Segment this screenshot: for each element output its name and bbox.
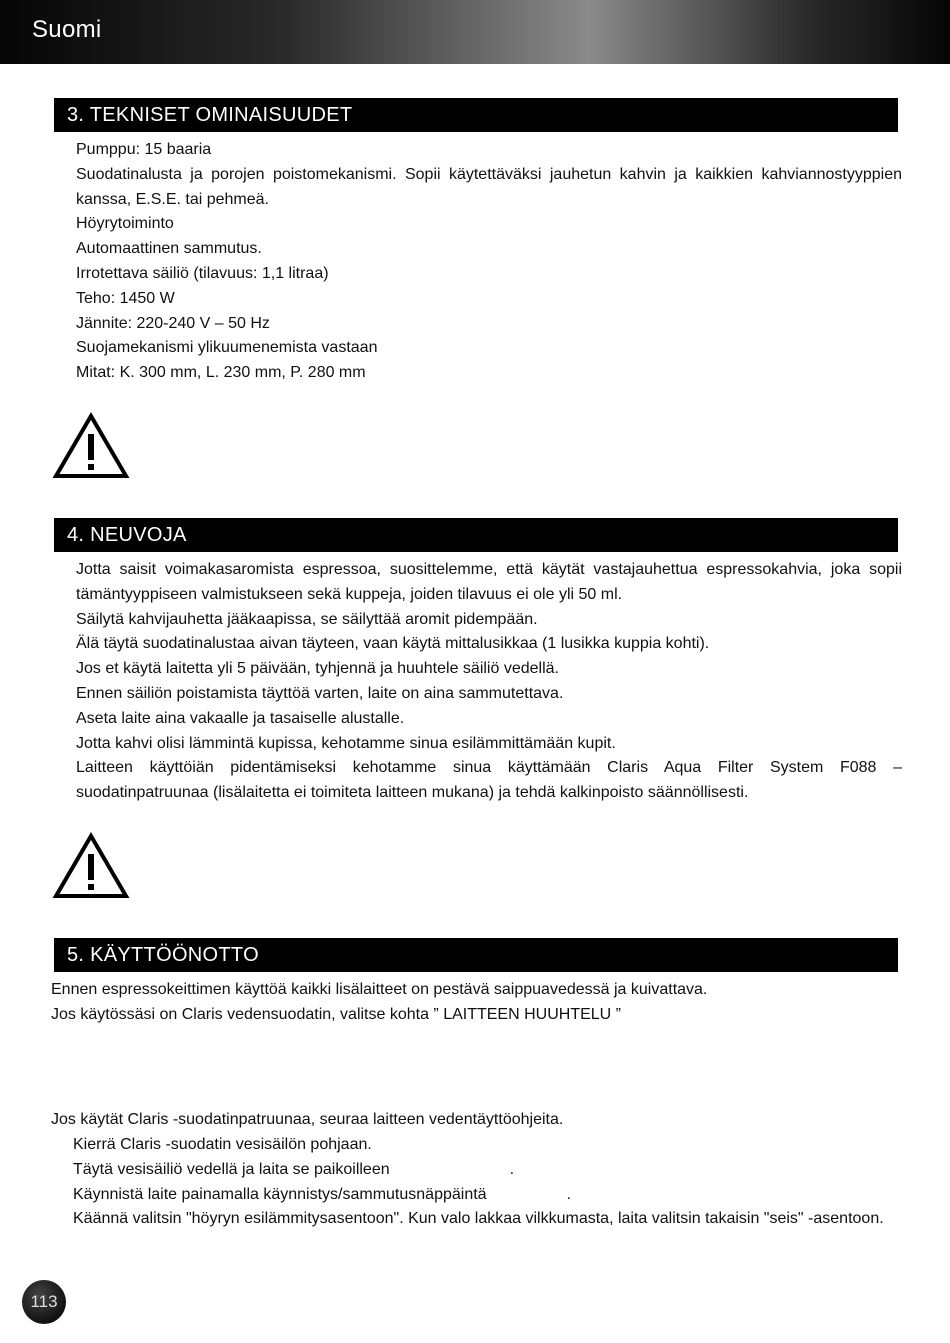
- spec-filter-holder: Suodatinalusta ja porojen poistomekanismi. Sopii käytettäväksi jauhetun kahvin ja kaikkien kahviannostyyppien kanssa, E.S.E. tai pehmeä.: [76, 165, 902, 208]
- section-5-intro: [51, 978, 901, 1028]
- tip-item: Laitteen käyttöiän pidentämiseksi kehotamme sinua käyttämään Claris Aqua Filter System F088 – suodatinpatruunaa (lisälaitetta ei toimiteta laitteen mukana) ja tehdä kalkinpoisto säännöllisesti.: [76, 759, 902, 802]
- tip-item: Aseta laite aina vakaalle ja tasaiselle alustalle.: [76, 709, 405, 727]
- claris-intro-text: Jos käytät Claris -suodatinpatruunaa, seuraa laitteen vedentäyttöohjeita.: [51, 1111, 564, 1128]
- intro-claris: Jos käytössäsi on Claris vedensuodatin, valitse kohta ” LAITTEEN HUUHTELU ”: [51, 1005, 621, 1023]
- step-item: [73, 1183, 902, 1208]
- tip-item: Säilytä kahvijauhetta jääkaapissa, se säilyttää aromit pidempään.: [76, 610, 538, 628]
- page-number-badge: 113: [22, 1280, 66, 1324]
- spec-dimensions: Mitat: K. 300 mm, L. 230 mm, P. 280 mm: [76, 364, 366, 382]
- step-item: [73, 1133, 902, 1158]
- top-header-bar: [0, 0, 950, 64]
- language-label: Suomi: [32, 16, 102, 43]
- warning-icon: [52, 832, 130, 900]
- step-end: .: [566, 1185, 572, 1203]
- section-4-heading: 4. NEUVOJA: [54, 518, 898, 552]
- step-end: .: [509, 1160, 515, 1178]
- spec-power: Teho: 1450 W: [76, 289, 175, 307]
- section-3-body: [76, 138, 902, 386]
- step-text: Täytä vesisäiliö vedellä ja laita se paikoilleen: [73, 1160, 390, 1178]
- step-item: [73, 1207, 902, 1232]
- tip-item: Ennen säiliön poistamista täyttöä varten, laite on aina sammutettava.: [76, 684, 564, 702]
- warning-icon: [52, 412, 130, 480]
- spec-tank: Irrotettava säiliö (tilavuus: 1,1 litraa): [76, 264, 329, 282]
- claris-intro: [51, 1108, 901, 1133]
- section-4-body: [76, 558, 902, 806]
- tip-item: Älä täytä suodatinalustaa aivan täyteen, vaan käytä mittalusikkaa (1 lusikka kuppia kohti).: [76, 635, 710, 653]
- step-text: Kierrä Claris -suodatin vesisäilön pohjaan.: [73, 1136, 372, 1153]
- spec-overheat: Suojamekanismi ylikuumenemista vastaan: [76, 339, 378, 357]
- spec-voltage: Jännite: 220-240 V – 50 Hz: [76, 314, 270, 332]
- spec-auto-off: Automaattinen sammutus.: [76, 240, 262, 258]
- section-3-heading: 3. TEKNISET OMINAISUUDET: [54, 98, 898, 132]
- tip-item: Jotta saisit voimakasaromista espressoa, suosittelemme, että käytät vastajauhettua espressokahvia, joka sopii tämäntyyppiseen valmistukseen sekä kuppeja, joiden tilavuus ei ole yli 50 ml.: [76, 561, 902, 603]
- tip-item: Jos et käytä laitetta yli 5 päivään, tyhjennä ja huuhtele säiliö vedellä.: [76, 660, 559, 678]
- step-item: [73, 1158, 902, 1183]
- intro-wash: Ennen espressokeittimen käyttöä kaikki lisälaitteet on pestävä saippuavedessä ja kuivattava.: [51, 981, 708, 998]
- step-text: Käynnistä laite painamalla käynnistys/sammutusnäppäintä: [73, 1185, 487, 1203]
- spec-steam: Höyrytoiminto: [76, 215, 174, 233]
- tip-item: Jotta kahvi olisi lämmintä kupissa, kehotamme sinua esilämmittämään kupit.: [76, 734, 616, 752]
- step-text: Käännä valitsin "höyryn esilämmitysasentoon". Kun valo lakkaa vilkkumasta, laita valitsin takaisin "seis" -asentoon.: [73, 1210, 884, 1228]
- claris-steps: [73, 1133, 902, 1232]
- section-5-heading: 5. KÄYTTÖÖNOTTO: [54, 938, 898, 972]
- spec-pump: Pumppu: 15 baaria: [76, 141, 212, 158]
